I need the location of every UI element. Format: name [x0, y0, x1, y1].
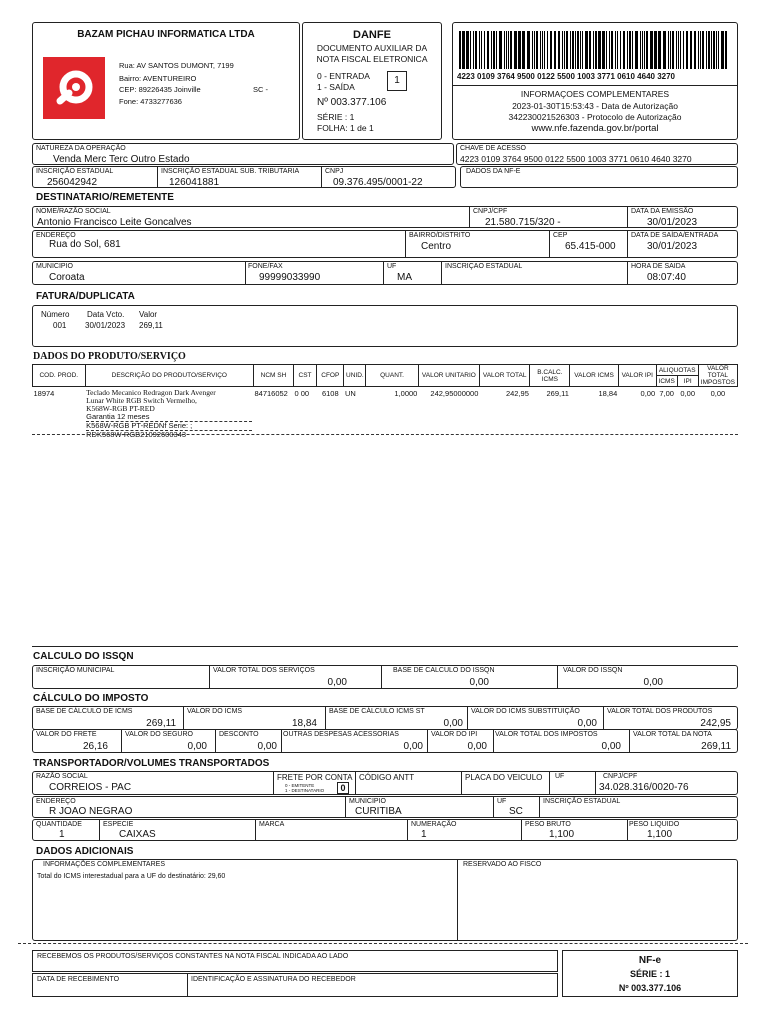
dest-uf-label: UF [387, 263, 397, 270]
v-nota-label: VALOR TOTAL DA NOTA [633, 731, 712, 738]
item-unid: UN [344, 389, 356, 398]
frete-value: 26,16 [82, 741, 108, 752]
v-imp-value: 0,00 [601, 741, 621, 752]
natureza-box [32, 143, 454, 165]
dest-fone-value: 99999033990 [259, 272, 321, 283]
adicionais-section-title: DADOS ADICIONAIS [36, 846, 134, 857]
cnpj-label: CNPJ [325, 168, 344, 175]
info-comp-protocolo: 342230021526303 - Protocolo de Autorização [508, 112, 682, 122]
transp-uf-label: UF [555, 773, 565, 780]
dados-nfe-box [460, 166, 738, 188]
col-cst: CST [293, 365, 316, 387]
canhoto-nfe: NF-e [638, 955, 662, 966]
transp-frete-0: 0 - EMITENTE [285, 783, 315, 788]
danfe-subtitle2: NOTA FISCAL ELETRONICA [316, 54, 428, 64]
col-quant: QUANT. [366, 365, 419, 387]
col-aliquotas: ALIQUOTAS [656, 365, 698, 376]
dest-cnpj-value: 21.580.715/320 - [485, 217, 561, 228]
item-aicms: 7,00 [659, 389, 674, 398]
canhoto-data-label[interactable]: DATA DE RECEBIMENTO [37, 976, 120, 983]
dest-emissao-label: DATA DA EMISSÃO [631, 208, 694, 215]
danfe-box [302, 22, 442, 140]
bc-icms-value: 269,11 [146, 718, 176, 729]
issqn-base-label: BASE DE CALCULO DO ISSQN [393, 667, 495, 674]
item-cst: 0 00 [294, 389, 310, 398]
issqn-box [32, 665, 738, 689]
col-unid: UNID. [344, 365, 366, 387]
item-vimp: 0,00 [710, 389, 726, 398]
imposto-section-title: CÁLCULO DO IMPOSTO [33, 693, 149, 704]
transp-municipio-label: MUNICIPIO [349, 798, 386, 805]
item-vipi: 0,00 [640, 389, 656, 398]
transp-peso-l-label: PESO LIQUIDO [629, 821, 680, 828]
col-vunit: VALOR UNITARIO [418, 365, 479, 387]
transp-row1 [32, 771, 738, 795]
emitente-rua: Rua: AV SANTOS DUMONT, 7199 [119, 61, 234, 70]
transp-especie-value: CAIXAS [119, 829, 156, 840]
v-st-label: VALOR DO ICMS SUBSTITUIÇÃO [471, 708, 580, 715]
dest-nome-value: Antonio Francisco Leite Goncalves [37, 217, 192, 228]
dados-nfe-label: DADOS DA NF-E [466, 168, 521, 175]
col-ncm: NCM SH [253, 365, 293, 387]
outras-value: 0,00 [403, 741, 423, 752]
dest-row1 [32, 206, 738, 228]
emitente-fone: Fone: 4733277636 [119, 97, 182, 106]
emitente-cep: CEP: 89226435 Joinville [119, 85, 201, 94]
adicionais-box [32, 859, 738, 941]
canhoto-recebemos-box [32, 950, 558, 972]
col-desc: DESCRIÇÃO DO PRODUTO/SERVIÇO [85, 365, 253, 387]
dest-bairro-value: Centro [421, 241, 452, 252]
item-desc: Teclado Mecanico Redragon Dark Avenger Lunar White RGB Switch Vermelho, K568W-RGB PT-RED Garantia 12 meses K568W-RGB PT-REDNf Serie: ; RDK568W-RGB21092600343 [85, 387, 253, 442]
transp-especie-label: ESPECIE [103, 821, 134, 828]
emitente-nome: BAZAM PICHAU INFORMATICA LTDA [77, 29, 255, 40]
item-ncm: 84716052 [254, 389, 288, 398]
emitente-uf: SC - [253, 85, 268, 94]
dest-uf-value: MA [397, 272, 412, 283]
natureza-value: Venda Merc Terc Outro Estado [53, 154, 190, 165]
fatura-h-vcto: Data Vcto. [87, 310, 125, 319]
col-vicms: VALOR ICMS [570, 365, 618, 387]
barcode-icon [459, 31, 731, 69]
transp-frete-label: FRETE POR CONTA [277, 773, 353, 782]
col-cod: COD. PROD. [33, 365, 86, 387]
dest-nome-label: NOME/RAZÃO SOCIAL [36, 208, 111, 215]
item-aipi: 0,00 [680, 389, 696, 398]
v-imp-label: VALOR TOTAL DOS IMPOSTOS [495, 731, 598, 738]
danfe-title: DANFE [353, 29, 391, 41]
transp-uf2-label: UF [497, 798, 507, 805]
dest-hora-value: 08:07:40 [647, 272, 686, 283]
ipi-label: VALOR DO IPI [431, 731, 478, 738]
dest-endereco-label: ENDEREÇO [36, 232, 76, 239]
transp-qtd-label: QUANTIDADE [36, 821, 82, 828]
dest-row3 [32, 261, 738, 285]
transp-peso-b-label: PESO BRUTO [525, 821, 571, 828]
issqn-base-value: 0,00 [469, 677, 489, 688]
transportador-section-title: TRANSPORTADOR/VOLUMES TRANSPORTADOS [33, 758, 270, 769]
col-vipi: VALOR IPI [618, 365, 656, 387]
item-cfop: 6108 [321, 389, 339, 398]
dest-emissao-value: 30/01/2023 [647, 217, 698, 228]
danfe-tipo: 1 [387, 71, 407, 91]
transp-row3 [32, 819, 738, 841]
transp-antt-label: CÓDIGO ANTT [359, 773, 415, 782]
destinatario-section-title: DESTINATARIO/REMETENTE [36, 192, 174, 203]
transp-uf2-value: SC [509, 806, 523, 817]
transp-ie-label: INSCRIÇÃO ESTADUAL [543, 798, 621, 805]
col-aipi: IPI [677, 376, 698, 387]
dest-cep-label: CEP [553, 232, 568, 239]
transp-peso-b-value: 1,100 [549, 829, 575, 840]
ie-label: INSCRIÇÃO ESTADUAL [36, 168, 114, 175]
issqn-valor-label: VALOR DO ISSQN [563, 667, 623, 674]
natureza-label: NATUREZA DA OPERAÇÃO [36, 145, 126, 152]
v-prod-label: VALOR TOTAL DOS PRODUTOS [607, 708, 713, 715]
canhoto-nfe-box [562, 950, 738, 997]
dest-endereco-value: Rua do Sol, 681 [49, 239, 121, 250]
col-vimp: VALOR TOTAL IMPOSTOS [698, 365, 737, 387]
transp-row2 [32, 796, 738, 818]
col-aicms: ICMS [656, 376, 677, 387]
produtos-section-title: DADOS DO PRODUTO/SERVIÇO [33, 351, 186, 362]
bc-icms-label: BASE DE CÁLCULO DE ICMS [36, 708, 133, 715]
fatura-h-valor: Valor [139, 310, 158, 319]
dest-cep-value: 65.415-000 [565, 241, 616, 252]
fatura-valor: 269,11 [139, 321, 163, 330]
chave-label: CHAVE DE ACESSO [460, 145, 527, 152]
col-vtotal: VALOR TOTAL [479, 365, 530, 387]
ie-st-label: INSCRIÇÃO ESTADUAL SUB. TRIBUTARIA [161, 168, 300, 175]
transp-placa-label: PLACA DO VEICULO [465, 773, 543, 782]
outras-label: OUTRAS DESPESAS ACESSORIAS [283, 731, 399, 738]
bc-st-label: BASE DE CÁLCULO ICMS ST [329, 708, 425, 715]
transp-razao-label: RAZÃO SOCIAL [36, 773, 88, 780]
danfe-subtitle1: DOCUMENTO AUXILIAR DA [316, 43, 428, 53]
fatura-vcto: 30/01/2023 [85, 321, 126, 330]
info-comp-title: INFORMAÇOES COMPLEMENTARES [520, 89, 670, 99]
barcode-chave: 4223 0109 3764 9500 0122 5500 1003 3771 0610 4640 3270 [457, 72, 675, 81]
produtos-table [32, 364, 738, 441]
danfe-numero: Nº 003.377.106 [317, 97, 387, 108]
fatura-section-title: FATURA/DUPLICATA [36, 291, 135, 302]
col-cfop: CFOP [317, 365, 344, 387]
chave-value: 4223 0109 3764 9500 0122 5500 1003 3771 0610 4640 3270 [460, 154, 692, 164]
transp-frete-value: 0 [337, 782, 349, 794]
seguro-value: 0,00 [187, 741, 207, 752]
dest-bairro-label: BAIRRO/DISTRITO [409, 232, 471, 239]
chave-box [456, 143, 738, 165]
dest-row2 [32, 230, 738, 258]
item-cod: 18974 [33, 389, 55, 398]
ipi-value: 0,00 [467, 741, 487, 752]
issqn-vserv-value: 0,00 [327, 677, 347, 688]
desconto-label: DESCONTO [219, 731, 259, 738]
dest-ie-label: INSCRIÇAO ESTADUAL [445, 263, 523, 270]
v-prod-value: 242,95 [700, 718, 731, 729]
issqn-valor-value: 0,00 [643, 677, 663, 688]
ie-value: 256042942 [47, 177, 98, 188]
transp-peso-l-value: 1,100 [647, 829, 673, 840]
v-icms-label: VALOR DO ICMS [187, 708, 243, 715]
danfe-serie: SÉRIE : 1 [317, 112, 355, 122]
fatura-numero: 001 [53, 321, 67, 330]
fatura-h-numero: Número [41, 310, 70, 319]
danfe-saida: 1 - SAÍDA [317, 82, 355, 92]
item-vicms: 18,84 [598, 389, 618, 398]
transp-municipio-value: CURITIBA [355, 806, 402, 817]
issqn-im-label: INSCRIÇÃO MUNICIPAL [36, 667, 115, 674]
danfe-entrada: 0 - ENTRADA [317, 71, 370, 81]
item-vunit: 242,95000000 [430, 389, 479, 398]
barcode-box [452, 22, 738, 140]
cnpj-value: 09.376.495/0001-22 [333, 177, 423, 188]
adicionais-info-value: Total do ICMS interestadual para a UF do destinatário: 29,60 [37, 873, 226, 880]
frete-label: VALOR DO FRETE [36, 731, 97, 738]
canhoto-numero: Nº 003.377.106 [618, 983, 682, 993]
canhoto-assinatura-label[interactable]: IDENTIFICAÇÃO E ASSINATURA DO RECEBEDOR [191, 976, 356, 983]
transp-cnpj-label: CNPJ/CPF [603, 773, 638, 780]
col-bcalc: B.CALC. ICMS [530, 365, 570, 387]
danfe-folha: FOLHA: 1 de 1 [317, 123, 374, 133]
dest-saida-label: DATA DE SAÍDA/ENTRADA [631, 232, 719, 239]
canhoto-serie: SÉRIE : 1 [629, 969, 670, 979]
item-quant: 1,0000 [394, 389, 418, 398]
ie-st-value: 126041881 [169, 177, 220, 188]
item-vtotal: 242,95 [505, 389, 529, 398]
reservado-fisco-label: RESERVADO AO FISCO [463, 861, 542, 868]
emitente-box [32, 22, 300, 140]
canhoto-assinatura-box [32, 973, 558, 997]
transp-numeracao-value: 1 [421, 829, 427, 840]
item-bcalc: 269,11 [546, 389, 569, 398]
desconto-value: 0,00 [257, 741, 277, 752]
issqn-vserv-label: VALOR TOTAL DOS SERVIÇOS [213, 667, 315, 674]
dest-municipio-label: MUNICIPIO [36, 263, 73, 270]
dest-saida-value: 30/01/2023 [647, 241, 698, 252]
info-comp-autorizacao: 2023-01-30T15:53:43 - Data de Autorização [512, 101, 678, 111]
pichau-logo-icon [43, 57, 105, 119]
dest-hora-label: HORA DE SAIDA [631, 263, 686, 270]
emitente-bairro: Bairro: AVENTUREIRO [119, 74, 197, 83]
imposto-row2 [32, 729, 738, 753]
bc-st-value: 0,00 [443, 718, 463, 729]
transp-qtd-value: 1 [59, 829, 65, 840]
adicionais-info-label: INFORMAÇÕES COMPLEMENTARES [43, 861, 165, 868]
transp-marca-label: MARCA [259, 821, 285, 828]
transp-frete-1: 1 - DESTINATARIO [285, 788, 325, 793]
canhoto-recebemos: RECEBEMOS OS PRODUTOS/SERVIÇOS CONSTANTES NA NOTA FISCAL INDICADA AO LADO [37, 953, 349, 960]
v-icms-value: 18,84 [291, 718, 317, 729]
dest-cnpj-label: CNPJ/CPF [473, 208, 508, 215]
issqn-section-title: CALCULO DO ISSQN [33, 651, 134, 662]
transp-endereco-label: ENDEREÇO [36, 798, 76, 805]
cut-line [18, 943, 748, 944]
transp-cnpj-value: 34.028.316/0020-76 [599, 782, 689, 793]
imposto-row1 [32, 706, 738, 730]
dest-municipio-value: Coroata [49, 272, 85, 283]
transp-numeracao-label: NUMERAÇÃO [411, 821, 457, 828]
inscricoes-box [32, 166, 456, 188]
table-row [33, 387, 738, 442]
seguro-label: VALOR DO SEGURO [125, 731, 193, 738]
v-nota-value: 269,11 [701, 741, 731, 752]
portal-link[interactable]: www.nfe.fazenda.gov.br/portal [531, 123, 659, 134]
v-st-value: 0,00 [577, 718, 597, 729]
dest-fone-label: FONE/FAX [248, 263, 283, 270]
transp-endereco-value: R JOAO NEGRAO [49, 806, 133, 817]
fatura-box [32, 305, 738, 347]
transp-razao-value: CORREIOS - PAC [49, 782, 132, 793]
